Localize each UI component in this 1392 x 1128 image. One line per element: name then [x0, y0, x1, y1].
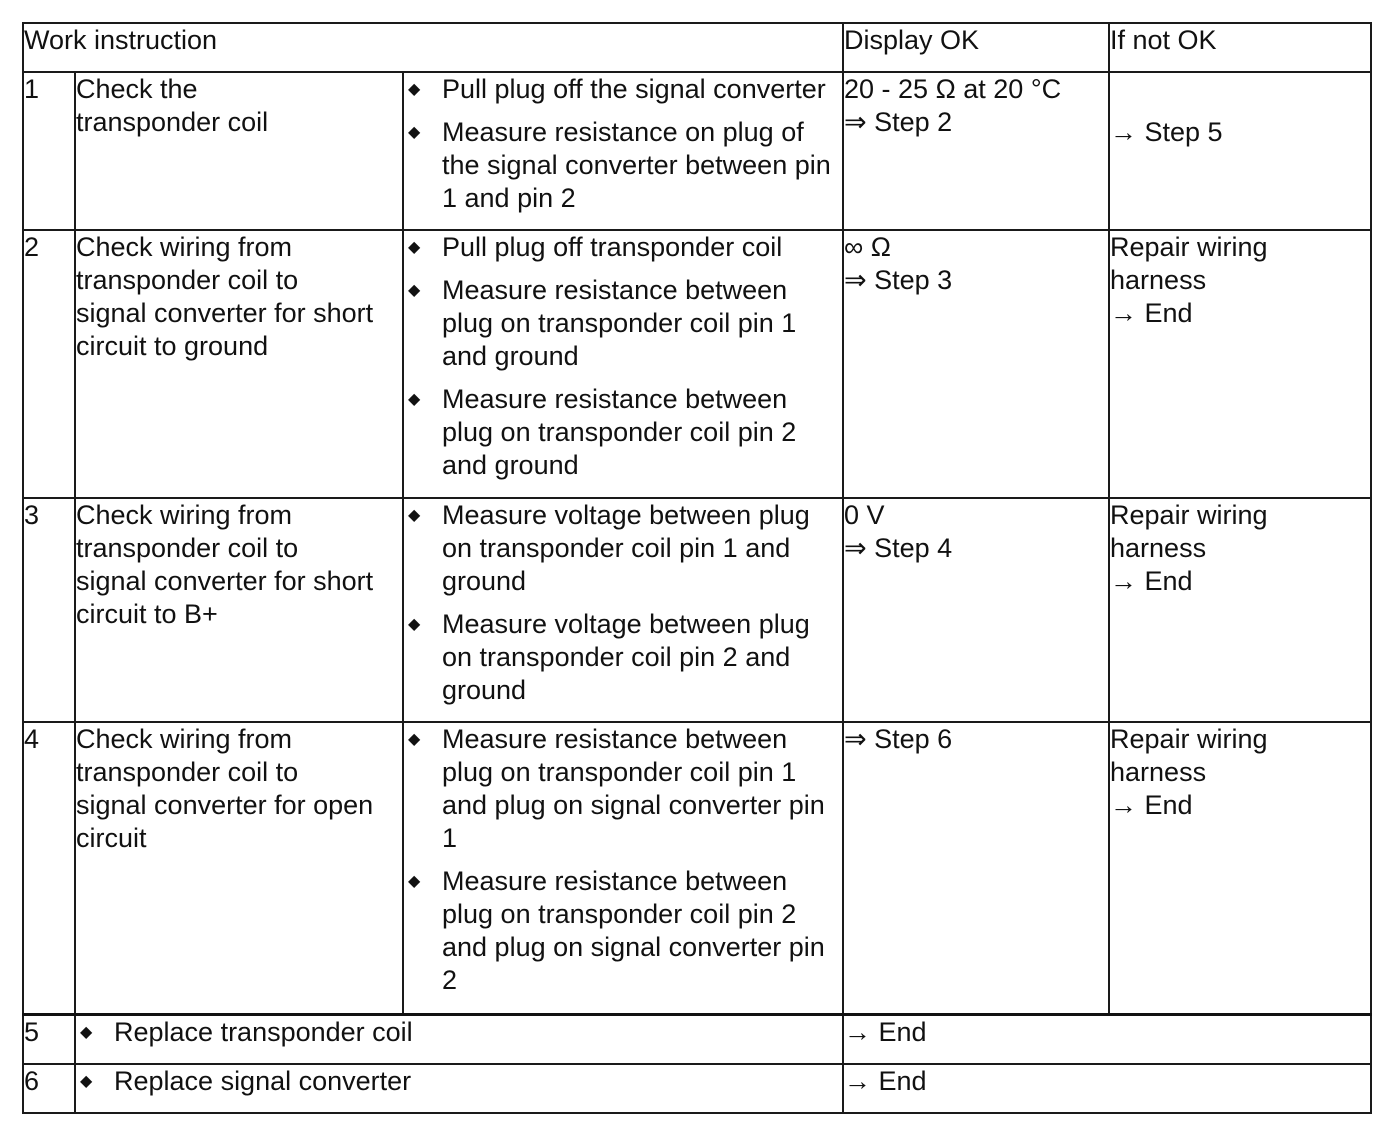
- if-not-ok-next: → End: [1110, 566, 1193, 596]
- action-text: Measure resistance between plug on transponder coil pin 1 and plug on signal converter pin 1: [442, 724, 825, 853]
- header-work-instruction: Work instruction: [23, 23, 843, 72]
- task-text: Check the transponder coil: [76, 74, 269, 137]
- diamond-bullet-icon: ◆: [80, 1023, 93, 1041]
- step-row-2: [23, 230, 1371, 498]
- step-row-6: [23, 1064, 1371, 1113]
- if-not-ok-next: → End: [1110, 298, 1193, 328]
- step-number: 3: [23, 498, 75, 722]
- action-item: [404, 231, 842, 264]
- result-cell: [843, 1064, 1371, 1113]
- step-action-cell: [75, 1064, 843, 1113]
- action-text: Measure resistance between plug on transponder coil pin 2 and ground: [442, 384, 797, 480]
- step-task: [75, 230, 403, 498]
- display-ok-cell: [843, 72, 1109, 230]
- action-text: Measure resistance between plug on transponder coil pin 2 and plug on signal converter pin 2: [442, 866, 825, 995]
- step-row-4: [23, 722, 1371, 1014]
- step-row-3: [23, 498, 1371, 722]
- step-actions: [403, 722, 843, 1014]
- display-ok-cell: [843, 722, 1109, 1014]
- action-text: Pull plug off transponder coil: [442, 232, 783, 262]
- action-item: [404, 608, 842, 707]
- diamond-bullet-icon: ◆: [408, 282, 421, 299]
- action-text: Measure voltage between plug on transponder coil pin 1 and ground: [442, 500, 810, 596]
- diamond-bullet-icon: ◆: [408, 239, 421, 256]
- if-not-ok-remedy: Repair wiring harness: [1110, 500, 1268, 563]
- action-text: Measure resistance on plug of the signal converter between pin 1 and pin 2: [442, 117, 831, 213]
- result-text: → End: [844, 1065, 927, 1096]
- display-ok-next: ⇒ Step 2: [844, 107, 953, 137]
- action-item: [404, 723, 842, 855]
- display-ok-cell: [843, 498, 1109, 722]
- display-ok-next: ⇒ Step 3: [844, 265, 953, 295]
- step-actions: [403, 230, 843, 498]
- if-not-ok-cell: [1109, 72, 1371, 230]
- step-number: 6: [23, 1064, 75, 1113]
- action-item: [404, 383, 842, 482]
- task-text: Check wiring from transponder coil to signal converter for short circuit to ground: [76, 232, 374, 361]
- task-text: Check wiring from transponder coil to signal converter for short circuit to B+: [76, 500, 374, 629]
- step-number: 5: [23, 1014, 75, 1064]
- diamond-bullet-icon: ◆: [408, 731, 421, 748]
- action-item: [404, 116, 842, 215]
- diamond-bullet-icon: ◆: [408, 507, 421, 524]
- step-row-1: [23, 72, 1371, 230]
- action-text: Measure voltage between plug on transponder coil pin 2 and ground: [442, 609, 810, 705]
- result-cell: [843, 1014, 1371, 1064]
- diamond-bullet-icon: ◆: [408, 873, 421, 890]
- action-text: Pull plug off the signal converter: [442, 74, 826, 104]
- diamond-bullet-icon: ◆: [408, 616, 421, 633]
- step-actions: [403, 72, 843, 230]
- action-text: Replace transponder coil: [114, 1016, 413, 1047]
- diamond-bullet-icon: ◆: [80, 1072, 93, 1090]
- header-row: [23, 23, 1371, 72]
- if-not-ok-cell: [1109, 722, 1371, 1014]
- action-item: [404, 73, 842, 106]
- step-number: 4: [23, 722, 75, 1014]
- display-ok-cell: [843, 230, 1109, 498]
- step-number: 2: [23, 230, 75, 498]
- display-ok-value: 0 V: [844, 500, 885, 530]
- step-task: [75, 498, 403, 722]
- work-instruction-table: [22, 22, 1372, 1114]
- display-ok-next: ⇒ Step 4: [844, 533, 953, 563]
- step-task: [75, 72, 403, 230]
- step-action-cell: [75, 1014, 843, 1064]
- display-ok-next: ⇒ Step 6: [844, 724, 953, 754]
- if-not-ok-cell: [1109, 498, 1371, 722]
- header-if-not-ok: If not OK: [1109, 23, 1371, 72]
- step-number: 1: [23, 72, 75, 230]
- diamond-bullet-icon: ◆: [408, 124, 421, 141]
- action-text: Measure resistance between plug on transponder coil pin 1 and ground: [442, 275, 797, 371]
- display-ok-value: 20 - 25 Ω at 20 °C: [844, 74, 1062, 104]
- step-actions: [403, 498, 843, 722]
- if-not-ok-next: → End: [1110, 790, 1193, 820]
- if-not-ok-remedy: Repair wiring harness: [1110, 232, 1268, 295]
- action-text: Replace signal converter: [114, 1065, 412, 1096]
- result-text: → End: [844, 1016, 927, 1047]
- if-not-ok-next: → Step 5: [1110, 117, 1223, 147]
- diamond-bullet-icon: ◆: [408, 81, 421, 98]
- step-task: [75, 722, 403, 1014]
- display-ok-value: ∞ Ω: [844, 232, 891, 262]
- step-row-5: [23, 1014, 1371, 1064]
- action-item: [404, 499, 842, 598]
- if-not-ok-remedy: Repair wiring harness: [1110, 724, 1268, 787]
- task-text: Check wiring from transponder coil to signal converter for open circuit: [76, 724, 374, 853]
- header-display-ok: Display OK: [843, 23, 1109, 72]
- action-item: [404, 274, 842, 373]
- action-item: [404, 865, 842, 997]
- if-not-ok-cell: [1109, 230, 1371, 498]
- action-item: [76, 1065, 842, 1098]
- diamond-bullet-icon: ◆: [408, 391, 421, 408]
- action-item: [76, 1016, 842, 1049]
